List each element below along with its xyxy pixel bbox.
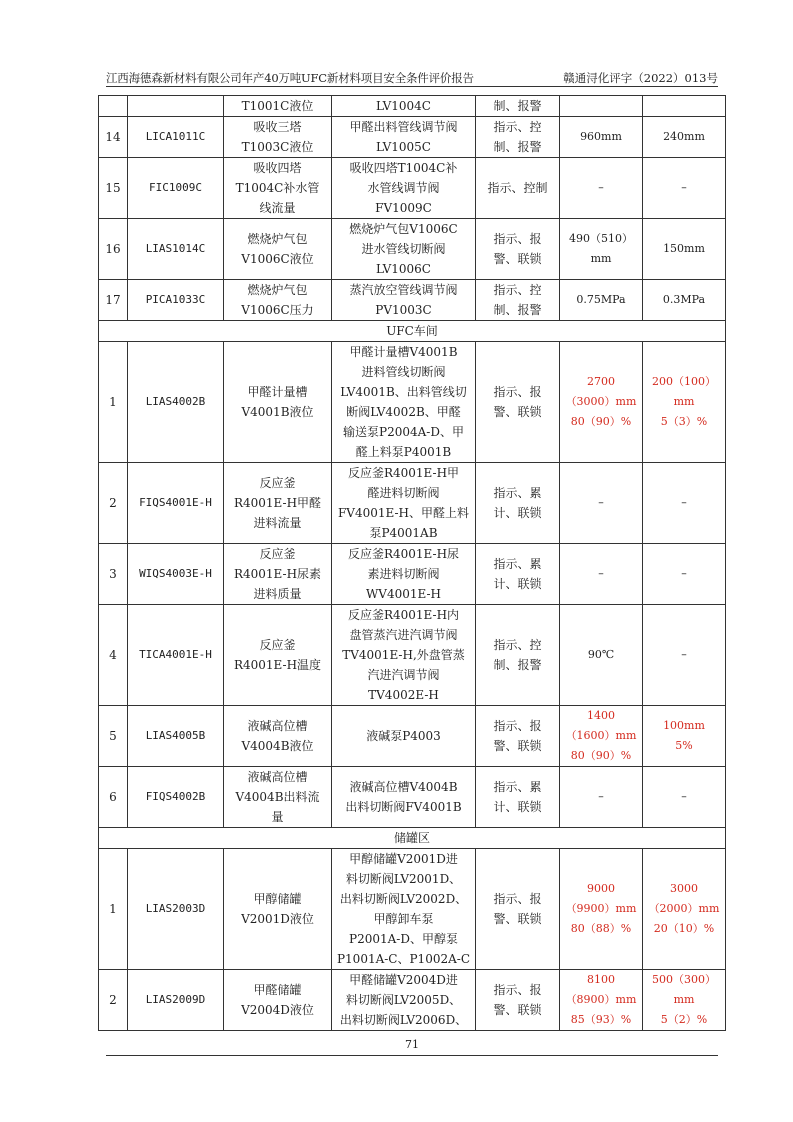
- cell-line: –: [598, 567, 604, 580]
- high-setpoint-cell: [560, 970, 643, 1031]
- low-setpoint-cell: [643, 706, 726, 767]
- cell-line: P2001A-D、甲醇泵: [349, 932, 458, 946]
- low-setpoint-cell: [643, 280, 726, 321]
- cell-line: 警、联锁: [493, 252, 542, 266]
- high-setpoint-cell: [560, 280, 643, 321]
- cell-line: 反应釜R4001E-H尿: [347, 547, 460, 561]
- cell-line: 断阀LV4002B、甲醛: [346, 405, 461, 419]
- cell-line: 料切断阀LV2001D、: [345, 872, 462, 886]
- cell-line: 指示、报: [493, 892, 542, 906]
- cell-line: 反应釜: [259, 547, 296, 561]
- instrument-tag-cell: FIC1009C: [128, 158, 224, 219]
- row-number-cell: 4: [99, 605, 128, 706]
- cell-line: 输送泵P2004A-D、甲: [343, 425, 464, 439]
- cell-line: 5（2）%: [660, 1013, 708, 1026]
- measurement-point-cell: [224, 970, 332, 1031]
- row-number-cell: 6: [99, 767, 128, 828]
- high-setpoint-cell: [560, 544, 643, 605]
- cell-line: 液碱高位槽: [247, 770, 308, 784]
- actuator-cell: [332, 342, 476, 463]
- cell-line: 进料管线切断阀: [361, 365, 446, 379]
- cell-line: –: [681, 790, 687, 803]
- cell-line: 制、报警: [493, 140, 542, 154]
- high-setpoint-cell: [560, 158, 643, 219]
- function-cell: [476, 605, 560, 706]
- cell-line: 出料切断阀FV4001B: [345, 800, 462, 814]
- cell-line: 80（90）%: [570, 415, 632, 428]
- row-number-cell: 2: [99, 463, 128, 544]
- cell-line: 汽进汽调节阀: [367, 668, 440, 682]
- cell-line: 5%: [675, 739, 693, 752]
- cell-line: 线流量: [259, 201, 296, 215]
- cell-line: 甲醛储罐V2004D进: [349, 973, 458, 987]
- measurement-point-cell: [224, 605, 332, 706]
- measurement-point-cell: [224, 767, 332, 828]
- row-number-cell: 1: [99, 849, 128, 970]
- cell-line: 进料流量: [253, 516, 302, 530]
- cell-line: 反应釜R4001E-H甲: [347, 466, 460, 480]
- cell-line: P1001A-C、P1002A-C: [336, 952, 471, 966]
- cell-line: 9000: [587, 882, 615, 895]
- instrument-tag-cell: PICA1033C: [128, 280, 224, 321]
- table-row: [99, 849, 726, 970]
- cell-line: 0.3MPa: [662, 293, 706, 306]
- cell-line: –: [681, 648, 687, 661]
- row-number-cell: 14: [99, 117, 128, 158]
- cell-line: 醛进料切断阀: [367, 486, 440, 500]
- row-number-cell: 1: [99, 342, 128, 463]
- high-setpoint-cell: [560, 463, 643, 544]
- table-row: [99, 767, 726, 828]
- cell-line: V2001D液位: [241, 912, 314, 926]
- cell-line: 指示、报: [493, 983, 542, 997]
- row-number-cell: [99, 96, 128, 117]
- cell-line: 指示、控制: [487, 181, 548, 195]
- cell-line: 燃烧炉气包: [247, 283, 308, 297]
- cell-line: 2700: [587, 375, 615, 388]
- cell-line: –: [681, 496, 687, 509]
- table-row: [99, 219, 726, 280]
- cell-line: 液碱泵P4003: [366, 729, 441, 743]
- cell-line: 警、联锁: [493, 405, 542, 419]
- cell-line: R4001E-H尿素: [233, 567, 322, 581]
- row-number-cell: 5: [99, 706, 128, 767]
- cell-line: LV4001B、出料管线切: [340, 385, 467, 399]
- instrument-tag-cell: FIQS4002B: [128, 767, 224, 828]
- cell-line: TV4001E-H,外盘管蒸: [342, 648, 465, 662]
- instrument-tag-cell: TICA4001E-H: [128, 605, 224, 706]
- low-setpoint-cell: [643, 970, 726, 1031]
- row-number-cell: 2: [99, 970, 128, 1031]
- high-setpoint-cell: [560, 219, 643, 280]
- instrument-tag-cell: WIQS4003E-H: [128, 544, 224, 605]
- cell-line: 蒸汽放空管线调节阀: [349, 283, 458, 297]
- cell-line: 指示、报: [493, 719, 542, 733]
- measurement-point-cell: [224, 117, 332, 158]
- low-setpoint-cell: [643, 605, 726, 706]
- cell-line: 吸收四塔: [253, 161, 302, 175]
- cell-line: 甲醛储罐: [253, 983, 302, 997]
- footer-rule: [106, 1055, 718, 1056]
- table-row: [99, 117, 726, 158]
- cell-line: 制、报警: [493, 99, 542, 113]
- cell-line: mm: [673, 395, 695, 408]
- row-number-cell: 3: [99, 544, 128, 605]
- cell-line: 进料质量: [253, 587, 302, 601]
- actuator-cell: [332, 96, 476, 117]
- cell-line: 计、联锁: [493, 800, 542, 814]
- cell-line: T1001C液位: [241, 99, 314, 113]
- cell-line: 85（93）%: [570, 1013, 632, 1026]
- actuator-cell: [332, 219, 476, 280]
- table-row: [99, 280, 726, 321]
- instrument-tag-cell: [128, 96, 224, 117]
- cell-line: –: [598, 181, 604, 194]
- row-number-cell: 15: [99, 158, 128, 219]
- cell-line: WV4001E-H: [365, 587, 442, 601]
- cell-line: –: [598, 496, 604, 509]
- cell-line: 计、联锁: [493, 577, 542, 591]
- cell-line: 反应釜: [259, 638, 296, 652]
- cell-line: 20（10）%: [653, 922, 715, 935]
- low-setpoint-cell: [643, 342, 726, 463]
- measurement-point-cell: [224, 706, 332, 767]
- low-setpoint-cell: [643, 117, 726, 158]
- low-setpoint-cell: [643, 219, 726, 280]
- cell-line: 240mm: [663, 130, 705, 143]
- function-cell: [476, 158, 560, 219]
- cell-line: 指示、控: [493, 120, 542, 134]
- cell-line: 警、联锁: [493, 912, 542, 926]
- cell-line: T1003C液位: [241, 140, 314, 154]
- instrument-tag-cell: LICA1011C: [128, 117, 224, 158]
- actuator-cell: [332, 117, 476, 158]
- high-setpoint-cell: [560, 605, 643, 706]
- high-setpoint-cell: [560, 342, 643, 463]
- cell-line: 盘管蒸汽进汽调节阀: [349, 628, 458, 642]
- actuator-cell: [332, 605, 476, 706]
- section-ufc-workshop: [99, 321, 726, 342]
- cell-line: 指示、累: [493, 557, 542, 571]
- page-number: 71: [405, 1038, 419, 1051]
- actuator-cell: [332, 767, 476, 828]
- cell-line: 490（510）: [569, 232, 633, 245]
- interlock-table: [98, 95, 726, 1031]
- cell-line: R4001E-H温度: [233, 658, 322, 672]
- function-cell: [476, 96, 560, 117]
- cell-line: 150mm: [663, 242, 705, 255]
- cell-line: V4004B液位: [241, 739, 314, 753]
- cell-line: 燃烧炉气包: [247, 232, 308, 246]
- measurement-point-cell: [224, 158, 332, 219]
- cell-line: T1004C补水管: [235, 181, 320, 195]
- cell-line: 液碱高位槽: [247, 719, 308, 733]
- actuator-cell: [332, 463, 476, 544]
- cell-line: TV4002E-H: [368, 688, 439, 702]
- actuator-cell: [332, 706, 476, 767]
- measurement-point-cell: [224, 280, 332, 321]
- cell-line: 反应釜R4001E-H内: [347, 608, 460, 622]
- cell-line: 960mm: [580, 130, 622, 143]
- table-row: [99, 96, 726, 117]
- cell-line: V1006C压力: [241, 303, 314, 317]
- section-ufc-workshop-label: UFC车间: [99, 321, 726, 342]
- row-number-cell: 17: [99, 280, 128, 321]
- high-setpoint-cell: [560, 117, 643, 158]
- cell-line: 指示、报: [493, 385, 542, 399]
- actuator-cell: [332, 158, 476, 219]
- table-row: [99, 605, 726, 706]
- measurement-point-cell: [224, 463, 332, 544]
- low-setpoint-cell: [643, 463, 726, 544]
- cell-line: mm: [590, 252, 612, 265]
- cell-line: FV1009C: [375, 201, 432, 215]
- function-cell: [476, 706, 560, 767]
- cell-line: （9900）mm: [565, 902, 637, 915]
- cell-line: 1400: [587, 709, 615, 722]
- low-setpoint-cell: [643, 158, 726, 219]
- table-row: [99, 158, 726, 219]
- low-setpoint-cell: [643, 767, 726, 828]
- instrument-tag-cell: FIQS4001E-H: [128, 463, 224, 544]
- function-cell: [476, 280, 560, 321]
- function-cell: [476, 767, 560, 828]
- cell-line: 指示、报: [493, 232, 542, 246]
- cell-line: 指示、累: [493, 780, 542, 794]
- cell-line: V4004B出料流: [235, 790, 320, 804]
- function-cell: [476, 342, 560, 463]
- cell-line: 80（90）%: [570, 749, 632, 762]
- high-setpoint-cell: [560, 706, 643, 767]
- cell-line: 甲醇卸车泵: [373, 912, 434, 926]
- section-tank-area-label: 储罐区: [99, 828, 726, 849]
- cell-line: 泵P4001AB: [369, 526, 438, 540]
- cell-line: –: [681, 181, 687, 194]
- actuator-cell: [332, 280, 476, 321]
- measurement-point-cell: [224, 544, 332, 605]
- cell-line: 0.75MPa: [576, 293, 626, 306]
- document-number: 赣通浔化评字（2022）013号: [563, 71, 718, 85]
- row-number-cell: 16: [99, 219, 128, 280]
- cell-line: 90℃: [587, 648, 615, 661]
- low-setpoint-cell: [643, 544, 726, 605]
- high-setpoint-cell: [560, 767, 643, 828]
- cell-line: –: [681, 567, 687, 580]
- function-cell: [476, 219, 560, 280]
- cell-line: 指示、累: [493, 486, 542, 500]
- cell-line: 警、联锁: [493, 1003, 542, 1017]
- cell-line: （1600）mm: [565, 729, 637, 742]
- cell-line: 200（100）: [652, 375, 716, 388]
- cell-line: 8100: [587, 973, 615, 986]
- cell-line: 甲醇储罐V2001D进: [349, 852, 458, 866]
- instrument-tag-cell: LIAS2003D: [128, 849, 224, 970]
- page-header: [106, 68, 718, 87]
- cell-line: mm: [673, 993, 695, 1006]
- instrument-tag-cell: LIAS4005B: [128, 706, 224, 767]
- cell-line: 吸收四塔T1004C补: [349, 161, 458, 175]
- cell-line: PV1003C: [375, 303, 432, 317]
- cell-line: 甲醇储罐: [253, 892, 302, 906]
- cell-line: V1006C液位: [241, 252, 314, 266]
- cell-line: 出料切断阀LV2002D、: [339, 892, 468, 906]
- cell-line: 液碱高位槽V4004B: [349, 780, 458, 794]
- cell-line: 出料切断阀LV2006D、: [339, 1013, 468, 1027]
- cell-line: 进水管线切断阀: [361, 242, 446, 256]
- cell-line: 5（3）%: [660, 415, 708, 428]
- actuator-cell: [332, 849, 476, 970]
- cell-line: （2000）mm: [648, 902, 720, 915]
- cell-line: 量: [271, 810, 284, 824]
- cell-line: 80（88）%: [570, 922, 632, 935]
- cell-line: 素进料切断阀: [367, 567, 440, 581]
- instrument-tag-cell: LIAS1014C: [128, 219, 224, 280]
- actuator-cell: [332, 544, 476, 605]
- cell-line: V2004D液位: [241, 1003, 314, 1017]
- table-row: [99, 544, 726, 605]
- low-setpoint-cell: [643, 849, 726, 970]
- cell-line: –: [598, 790, 604, 803]
- cell-line: 制、报警: [493, 303, 542, 317]
- cell-line: 制、报警: [493, 658, 542, 672]
- cell-line: V4001B液位: [241, 405, 314, 419]
- function-cell: [476, 849, 560, 970]
- low-setpoint-cell: [643, 96, 726, 117]
- measurement-point-cell: [224, 342, 332, 463]
- cell-line: FV4001E-H、甲醛上料: [337, 506, 470, 520]
- cell-line: 指示、控: [493, 638, 542, 652]
- table-row: [99, 342, 726, 463]
- cell-line: 甲醛计量槽: [247, 385, 308, 399]
- cell-line: 反应釜: [259, 476, 296, 490]
- instrument-tag-cell: LIAS4002B: [128, 342, 224, 463]
- cell-line: 100mm: [663, 719, 705, 732]
- cell-line: LV1006C: [376, 262, 431, 276]
- function-cell: [476, 970, 560, 1031]
- instrument-tag-cell: LIAS2009D: [128, 970, 224, 1031]
- section-tank-area: [99, 828, 726, 849]
- cell-line: R4001E-H甲醛: [233, 496, 322, 510]
- table-row: [99, 970, 726, 1031]
- cell-line: 甲醛出料管线调节阀: [349, 120, 458, 134]
- measurement-point-cell: [224, 849, 332, 970]
- report-title: 江西海德森新材料有限公司年产40万吨UFC新材料项目安全条件评价报告: [106, 71, 474, 85]
- measurement-point-cell: [224, 219, 332, 280]
- cell-line: 甲醛计量槽V4001B: [349, 345, 458, 359]
- cell-line: 警、联锁: [493, 739, 542, 753]
- table-row: [99, 463, 726, 544]
- actuator-cell: [332, 970, 476, 1031]
- cell-line: 3000: [670, 882, 698, 895]
- cell-line: （8900）mm: [565, 993, 637, 1006]
- cell-line: （3000）mm: [565, 395, 637, 408]
- cell-line: 指示、控: [493, 283, 542, 297]
- function-cell: [476, 117, 560, 158]
- function-cell: [476, 544, 560, 605]
- cell-line: LV1005C: [376, 140, 431, 154]
- cell-line: 吸收三塔: [253, 120, 302, 134]
- cell-line: 醛上料泵P4001B: [355, 445, 452, 459]
- cell-line: LV1004C: [376, 99, 431, 113]
- cell-line: 计、联锁: [493, 506, 542, 520]
- function-cell: [476, 463, 560, 544]
- measurement-point-cell: [224, 96, 332, 117]
- high-setpoint-cell: [560, 96, 643, 117]
- cell-line: 料切断阀LV2005D、: [345, 993, 462, 1007]
- table-row: [99, 706, 726, 767]
- high-setpoint-cell: [560, 849, 643, 970]
- cell-line: 水管线调节阀: [367, 181, 440, 195]
- cell-line: 燃烧炉气包V1006C: [349, 222, 458, 236]
- cell-line: 500（300）: [652, 973, 716, 986]
